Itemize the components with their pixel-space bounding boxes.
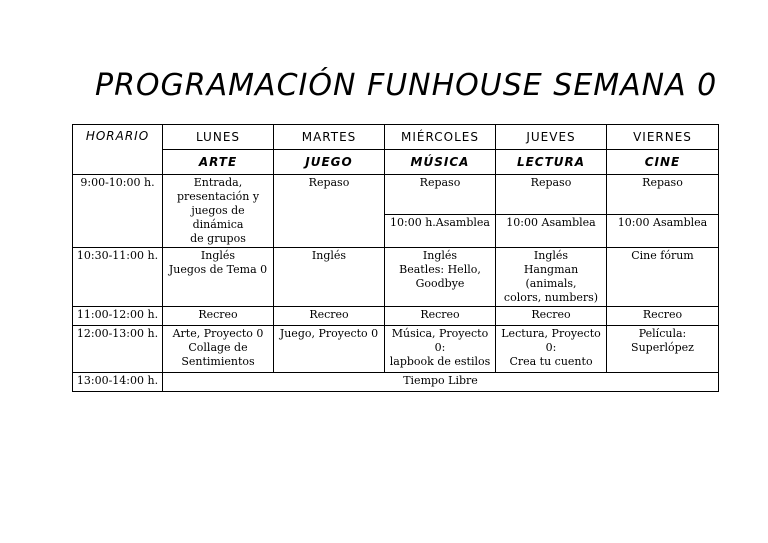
cell-jueves — [496, 326, 607, 373]
cell-line: de grupos — [190, 232, 246, 245]
cell-line: lapbook de estilos — [389, 355, 491, 368]
cell-line: Inglés — [200, 249, 236, 262]
cell-line: presentación y — [176, 190, 260, 203]
cell-miercoles: Recreo — [385, 307, 496, 326]
cell-miercoles — [385, 248, 496, 307]
page-title: PROGRAMACIÓN FUNHOUSE SEMANA 0 — [95, 68, 718, 103]
cell-line: juegos de dinámica — [191, 204, 245, 231]
cell-line: Película: — [638, 327, 687, 340]
cell-line: Hangman (animals, — [523, 263, 579, 290]
cell-miercoles-asamblea: 10:00 h.Asamblea — [385, 215, 496, 248]
table-row — [73, 248, 719, 307]
cell-line: colors, numbers) — [503, 291, 599, 304]
cell-line: Música, Proyecto 0: — [391, 327, 489, 354]
cell-lunes — [163, 248, 274, 307]
cell-martes: Repaso — [274, 175, 385, 248]
table-row — [73, 307, 719, 326]
cell-line: Inglés — [533, 249, 569, 262]
hour-cell: 13:00-14:00 h. — [73, 373, 163, 392]
cell-line: Arte, Proyecto 0 — [172, 327, 264, 340]
cell-lunes: Recreo — [163, 307, 274, 326]
table-row — [73, 373, 719, 392]
table-row — [73, 326, 719, 373]
cell-jueves: Recreo — [496, 307, 607, 326]
header-subject-lectura: LECTURA — [496, 150, 607, 175]
cell-jueves: Repaso — [496, 175, 607, 215]
header-subjects-row — [73, 150, 719, 175]
cell-line: Collage de — [188, 341, 248, 354]
cell-jueves-asamblea: 10:00 Asamblea — [496, 215, 607, 248]
cell-line: Entrada, — [193, 176, 243, 189]
cell-martes — [274, 248, 385, 307]
header-day-lunes: LUNES — [163, 125, 274, 150]
cell-martes: Recreo — [274, 307, 385, 326]
header-day-viernes: VIERNES — [607, 125, 719, 150]
table-row — [73, 175, 719, 215]
header-day-martes: MARTES — [274, 125, 385, 150]
hour-cell: 9:00-10:00 h. — [73, 175, 163, 248]
cell-line: Beatles: Hello, — [399, 263, 481, 276]
cell-line: Cine fórum — [631, 249, 694, 262]
cell-line: Lectura, Proyecto 0: — [501, 327, 601, 354]
cell-line: Sentimientos — [181, 355, 255, 368]
cell-tiempo-libre: Tiempo Libre — [163, 373, 719, 392]
cell-miercoles — [385, 326, 496, 373]
header-subject-arte: ARTE — [163, 150, 274, 175]
hour-cell: 11:00-12:00 h. — [73, 307, 163, 326]
cell-line: Inglés — [422, 249, 458, 262]
header-horario: HORARIO — [73, 125, 163, 175]
cell-line: Juego, Proyecto 0 — [279, 327, 379, 340]
header-subject-juego: JUEGO — [274, 150, 385, 175]
cell-martes — [274, 326, 385, 373]
cell-line: Juegos de Tema 0 — [168, 263, 268, 276]
schedule-table — [72, 124, 719, 392]
cell-lunes — [163, 175, 274, 248]
cell-line: Crea tu cuento — [509, 355, 593, 368]
cell-line: Goodbye — [415, 277, 465, 290]
hour-cell: 10:30-11:00 h. — [73, 248, 163, 307]
cell-viernes — [607, 326, 719, 373]
cell-viernes: Recreo — [607, 307, 719, 326]
cell-miercoles: Repaso — [385, 175, 496, 215]
cell-jueves — [496, 248, 607, 307]
cell-line: Inglés — [311, 249, 347, 262]
header-subject-cine: CINE — [607, 150, 719, 175]
header-day-miercoles: MIÉRCOLES — [385, 125, 496, 150]
cell-lunes — [163, 326, 274, 373]
cell-viernes — [607, 248, 719, 307]
header-days-row — [73, 125, 719, 150]
cell-viernes: Repaso — [607, 175, 719, 215]
header-subject-musica: MÚSICA — [385, 150, 496, 175]
hour-cell: 12:00-13:00 h. — [73, 326, 163, 373]
cell-viernes-asamblea: 10:00 Asamblea — [607, 215, 719, 248]
cell-line: Superlópez — [631, 341, 694, 354]
header-day-jueves: JUEVES — [496, 125, 607, 150]
